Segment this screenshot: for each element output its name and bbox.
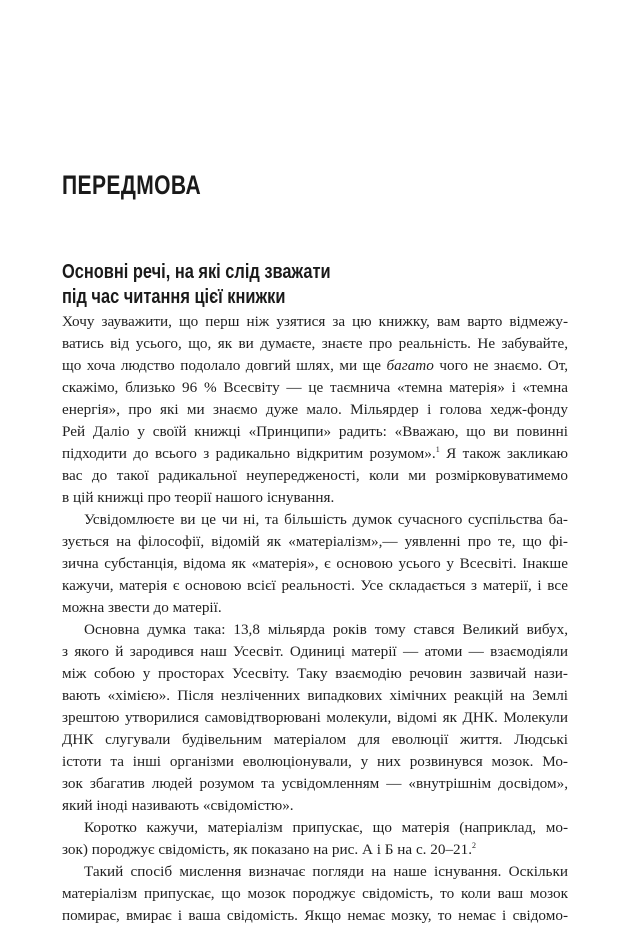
text-line: помирає, вмирає і ваша свідомість. Якщо немає мозку, то немає і свідомо- [62, 907, 568, 924]
text-line: кажучи, матерія є основою всієї реальності. Усе складається з матерії, і все [62, 577, 568, 594]
text-line: Такий спосіб мислення визначає погляди на наше існування. Оскільки [84, 863, 568, 880]
text-line: зична субстанція, відома як «матерія», є основою усього у Всесвіті. Інакше [62, 555, 568, 572]
text-line: можна звести до матерії. [62, 599, 222, 616]
text-line: зок) породжує свідомість, як показано на рис. А і Б на с. 20–21.$^2$ [62, 841, 477, 858]
text-line: істоти та інші організми еволюціонували, у них розвинувся мозок. Мо- [62, 753, 568, 770]
text-line: між собою у просторах Усесвіту. Таку взаємодію речовин зазвичай нази- [62, 665, 568, 682]
text-line: вають «хімією». Після незліченних випадкових хімічних реакцій на Землі [62, 687, 568, 704]
section-title-line-2: під час читання цієї книжки [62, 286, 286, 308]
text-line: підходити до всього з радикально відкритим розумом».$^1$ Я також закликаю [62, 445, 568, 462]
text-line: матеріалізм припускає, що мозок породжує свідомість, то коли ваш мозок [62, 885, 568, 902]
text-line: вас до такої радикальної неупередженості, коли ми розмірковуватимемо [62, 467, 568, 484]
text-line: в цій книжці про теорії нашого існування. [62, 489, 335, 506]
text-line: що хоча людство подолало довгий шлях, ми ще багато чого не знаємо. От, [62, 357, 568, 374]
text-line: Усвідомлюєте ви це чи ні, та більшість думок сучасного суспільства ба- [84, 511, 568, 528]
footnote-marker: 2 [472, 841, 477, 850]
text-line: ватись від усього, що, як ви думаєте, знаєте про реальність. Не забувайте, [62, 335, 568, 352]
body-text [62, 311, 568, 927]
text-line: Основна думка така: 13,8 мільярда років тому стався Великий вибух, [84, 621, 568, 638]
text-line: енергія», про які ми знаємо дуже мало. Мільярдер і голова хедж-фонду [62, 401, 568, 418]
text-line: який іноді називають «свідомістю». [62, 797, 294, 814]
text-line: зується на філософії, відомій як «матеріалізм»,— уявленні про те, що фі- [62, 533, 568, 550]
text-line: з якого й зародився наш Усесвіт. Одиниці матерії — атоми — взаємодіяли [62, 643, 568, 660]
text-line: зок збагатив людей розумом та усвідомленням — «внутрішнім досвідом», [62, 775, 568, 792]
text-line: ДНК слугували будівельним матеріалом для еволюції життя. Людські [62, 731, 568, 748]
chapter-title: ПЕРЕДМОВА [62, 170, 202, 200]
text-line: Рей Даліо у своїй книжці «Принципи» радить: «Вважаю, що ви повинні [62, 423, 568, 440]
text-line: скажімо, близько 96 % Всесвіту — це таємнича «темна матерія» і «темна [62, 379, 568, 396]
text-line: Коротко кажучи, матеріалізм припускає, що матерія (наприклад, мо- [84, 819, 568, 836]
text-line: Хочу зауважити, що перш ніж узятися за цю книжку, вам варто відмежу- [62, 313, 568, 330]
text-line: зрештою утворилися самовідтворювані молекули, відомі як ДНК. Молекули [62, 709, 568, 726]
section-title-line-1: Основні речі, на які слід зважати [62, 261, 331, 283]
section-title [62, 260, 456, 310]
footnote-marker: 1 [435, 445, 440, 454]
